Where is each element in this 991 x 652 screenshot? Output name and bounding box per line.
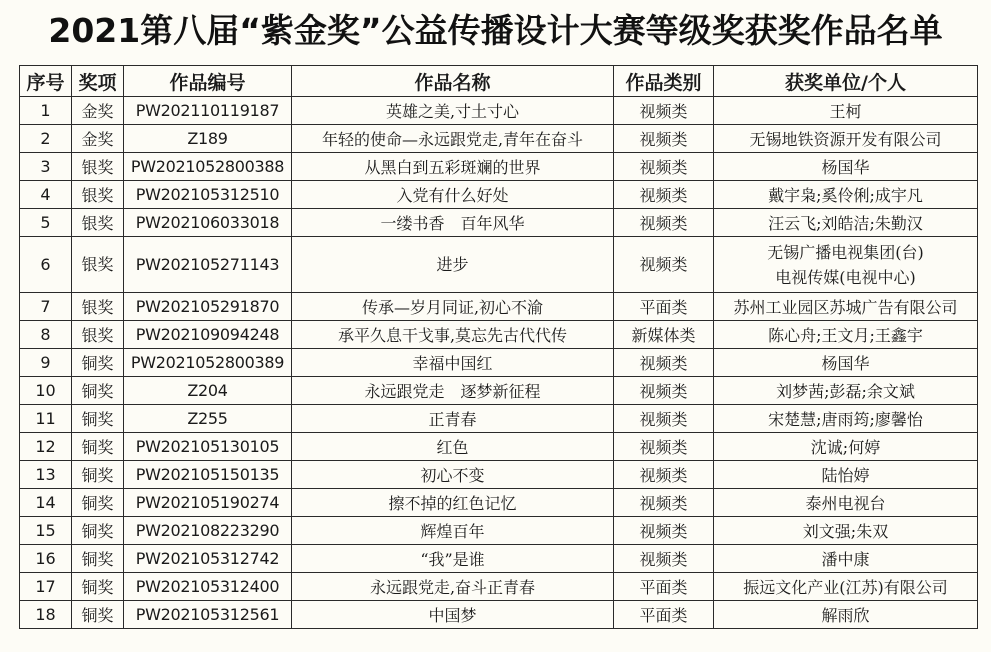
cell-name: 幸福中国红 bbox=[292, 349, 614, 377]
cell-code: PW202105190274 bbox=[124, 489, 292, 517]
table-row bbox=[20, 209, 978, 237]
cell-award: 银奖 bbox=[72, 153, 124, 181]
cell-award: 银奖 bbox=[72, 181, 124, 209]
header-winner: 获奖单位/个人 bbox=[714, 66, 978, 97]
page-title: 2021第八届“紫金奖”公益传播设计大赛等级奖获奖作品名单 bbox=[48, 11, 943, 50]
cell-no: 3 bbox=[20, 153, 72, 181]
table-row bbox=[20, 237, 978, 293]
winner-line: 潘中康 bbox=[821, 550, 870, 569]
winner-line: 王柯 bbox=[829, 102, 862, 121]
cell-category: 视频类 bbox=[614, 181, 714, 209]
table-row bbox=[20, 181, 978, 209]
cell-award: 铜奖 bbox=[72, 377, 124, 405]
cell-no: 2 bbox=[20, 125, 72, 153]
cell-name: 辉煌百年 bbox=[292, 517, 614, 545]
table-row bbox=[20, 125, 978, 153]
winner-line: 刘文强;朱双 bbox=[802, 522, 889, 541]
cell-code: PW202105312400 bbox=[124, 573, 292, 601]
cell-no: 16 bbox=[20, 545, 72, 573]
cell-no: 9 bbox=[20, 349, 72, 377]
table-header-row bbox=[20, 66, 978, 97]
winner-line: 沈诚;何婷 bbox=[810, 438, 881, 457]
cell-code: PW2021052800388 bbox=[124, 153, 292, 181]
cell-category: 视频类 bbox=[614, 125, 714, 153]
table-row bbox=[20, 461, 978, 489]
winner-line: 无锡广播电视集团(台) bbox=[767, 242, 924, 262]
cell-name: 擦不掉的红色记忆 bbox=[292, 489, 614, 517]
cell-name: 永远跟党走 逐梦新征程 bbox=[292, 377, 614, 405]
table-row bbox=[20, 433, 978, 461]
cell-name: 正青春 bbox=[292, 405, 614, 433]
cell-winner bbox=[714, 321, 978, 349]
cell-category: 视频类 bbox=[614, 237, 714, 293]
cell-award: 铜奖 bbox=[72, 573, 124, 601]
cell-winner bbox=[714, 237, 978, 293]
cell-award: 银奖 bbox=[72, 293, 124, 321]
cell-winner bbox=[714, 433, 978, 461]
table-row bbox=[20, 573, 978, 601]
cell-code: PW202105271143 bbox=[124, 237, 292, 293]
cell-category: 平面类 bbox=[614, 293, 714, 321]
header-name: 作品名称 bbox=[292, 66, 614, 97]
cell-winner bbox=[714, 125, 978, 153]
cell-winner bbox=[714, 349, 978, 377]
cell-category: 视频类 bbox=[614, 545, 714, 573]
table-row bbox=[20, 153, 978, 181]
cell-winner bbox=[714, 601, 978, 629]
cell-no: 15 bbox=[20, 517, 72, 545]
table-row bbox=[20, 97, 978, 125]
cell-name: 红色 bbox=[292, 433, 614, 461]
cell-award: 铜奖 bbox=[72, 601, 124, 629]
cell-name: 一缕书香 百年风华 bbox=[292, 209, 614, 237]
cell-code: PW202106033018 bbox=[124, 209, 292, 237]
cell-winner bbox=[714, 405, 978, 433]
cell-winner bbox=[714, 181, 978, 209]
cell-category: 视频类 bbox=[614, 377, 714, 405]
winner-line: 苏州工业园区苏城广告有限公司 bbox=[733, 298, 958, 317]
cell-no: 4 bbox=[20, 181, 72, 209]
cell-winner bbox=[714, 517, 978, 545]
cell-name: 入党有什么好处 bbox=[292, 181, 614, 209]
cell-winner bbox=[714, 545, 978, 573]
cell-award: 铜奖 bbox=[72, 433, 124, 461]
cell-code: PW202105312510 bbox=[124, 181, 292, 209]
table-row bbox=[20, 517, 978, 545]
cell-name: 传承—岁月同证,初心不渝 bbox=[292, 293, 614, 321]
cell-category: 视频类 bbox=[614, 153, 714, 181]
cell-award: 金奖 bbox=[72, 97, 124, 125]
cell-award: 铜奖 bbox=[72, 517, 124, 545]
winner-line: 泰州电视台 bbox=[805, 494, 886, 513]
cell-category: 视频类 bbox=[614, 489, 714, 517]
winner-line: 陈心舟;王文月;王鑫宇 bbox=[768, 326, 923, 345]
cell-code: PW202105150135 bbox=[124, 461, 292, 489]
cell-no: 7 bbox=[20, 293, 72, 321]
table-row bbox=[20, 349, 978, 377]
cell-no: 5 bbox=[20, 209, 72, 237]
cell-name: 中国梦 bbox=[292, 601, 614, 629]
table-row bbox=[20, 377, 978, 405]
cell-winner bbox=[714, 293, 978, 321]
cell-code: PW202105291870 bbox=[124, 293, 292, 321]
cell-no: 10 bbox=[20, 377, 72, 405]
cell-name: “我”是谁 bbox=[292, 545, 614, 573]
cell-name: 年轻的使命—永远跟党走,青年在奋斗 bbox=[292, 125, 614, 153]
cell-no: 17 bbox=[20, 573, 72, 601]
winner-line: 无锡地铁资源开发有限公司 bbox=[749, 130, 942, 149]
cell-no: 12 bbox=[20, 433, 72, 461]
table-row bbox=[20, 405, 978, 433]
table-row bbox=[20, 545, 978, 573]
cell-award: 金奖 bbox=[72, 125, 124, 153]
cell-winner bbox=[714, 377, 978, 405]
winner-line: 宋楚慧;唐雨筠;廖馨怡 bbox=[768, 410, 923, 429]
table-row bbox=[20, 489, 978, 517]
cell-code: Z204 bbox=[124, 377, 292, 405]
cell-category: 平面类 bbox=[614, 601, 714, 629]
cell-winner bbox=[714, 489, 978, 517]
cell-code: PW202105312742 bbox=[124, 545, 292, 573]
cell-winner bbox=[714, 209, 978, 237]
winner-line: 汪云飞;刘皓洁;朱勤汉 bbox=[768, 214, 923, 233]
winner-line: 振远文化产业(江苏)有限公司 bbox=[743, 578, 948, 597]
cell-name: 英雄之美,寸土寸心 bbox=[292, 97, 614, 125]
winner-line: 戴宇枭;奚伶俐;成宇凡 bbox=[768, 186, 923, 205]
cell-category: 视频类 bbox=[614, 349, 714, 377]
header-no: 序号 bbox=[20, 66, 72, 97]
cell-category: 视频类 bbox=[614, 433, 714, 461]
cell-code: Z189 bbox=[124, 125, 292, 153]
cell-code: PW202108223290 bbox=[124, 517, 292, 545]
table-row bbox=[20, 293, 978, 321]
cell-name: 进步 bbox=[292, 237, 614, 293]
cell-award: 银奖 bbox=[72, 209, 124, 237]
cell-award: 铜奖 bbox=[72, 489, 124, 517]
cell-no: 1 bbox=[20, 97, 72, 125]
cell-name: 承平久息干戈事,莫忘先古代代传 bbox=[292, 321, 614, 349]
header-award: 奖项 bbox=[72, 66, 124, 97]
table-row bbox=[20, 601, 978, 629]
cell-award: 铜奖 bbox=[72, 461, 124, 489]
cell-no: 18 bbox=[20, 601, 72, 629]
cell-category: 视频类 bbox=[614, 517, 714, 545]
cell-category: 视频类 bbox=[614, 209, 714, 237]
cell-no: 6 bbox=[20, 237, 72, 293]
cell-award: 铜奖 bbox=[72, 405, 124, 433]
cell-category: 新媒体类 bbox=[614, 321, 714, 349]
cell-category: 视频类 bbox=[614, 97, 714, 125]
winner-line: 杨国华 bbox=[821, 354, 870, 373]
header-category: 作品类别 bbox=[614, 66, 714, 97]
cell-winner bbox=[714, 153, 978, 181]
cell-code: PW202110119187 bbox=[124, 97, 292, 125]
cell-no: 14 bbox=[20, 489, 72, 517]
cell-no: 11 bbox=[20, 405, 72, 433]
cell-name: 永远跟党走,奋斗正青春 bbox=[292, 573, 614, 601]
cell-category: 视频类 bbox=[614, 461, 714, 489]
cell-award: 银奖 bbox=[72, 321, 124, 349]
cell-award: 铜奖 bbox=[72, 349, 124, 377]
cell-no: 13 bbox=[20, 461, 72, 489]
cell-name: 从黑白到五彩斑斓的世界 bbox=[292, 153, 614, 181]
cell-code: PW202109094248 bbox=[124, 321, 292, 349]
winner-line: 解雨欣 bbox=[821, 606, 870, 625]
winner-line: 杨国华 bbox=[821, 158, 870, 177]
cell-award: 银奖 bbox=[72, 237, 124, 293]
cell-winner bbox=[714, 97, 978, 125]
cell-no: 8 bbox=[20, 321, 72, 349]
cell-code: PW202105130105 bbox=[124, 433, 292, 461]
table-row bbox=[20, 321, 978, 349]
cell-category: 视频类 bbox=[614, 405, 714, 433]
cell-code: PW202105312561 bbox=[124, 601, 292, 629]
cell-winner bbox=[714, 573, 978, 601]
cell-code: Z255 bbox=[124, 405, 292, 433]
cell-winner bbox=[714, 461, 978, 489]
header-code: 作品编号 bbox=[124, 66, 292, 97]
winner-line: 电视传媒(电视中心) bbox=[775, 267, 916, 287]
cell-award: 铜奖 bbox=[72, 545, 124, 573]
awards-table bbox=[19, 65, 978, 629]
cell-category: 平面类 bbox=[614, 573, 714, 601]
cell-name: 初心不变 bbox=[292, 461, 614, 489]
winner-line: 陆怡婷 bbox=[821, 466, 870, 485]
cell-code: PW2021052800389 bbox=[124, 349, 292, 377]
winner-line: 刘梦茜;彭磊;余文斌 bbox=[776, 382, 915, 401]
